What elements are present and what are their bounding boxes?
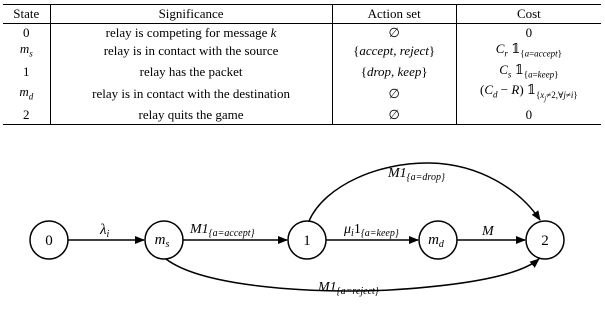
svg-text:M1{a=accept}: $M1_{\{a=accept\}}$: [190, 222, 255, 239]
svg-text:λi: $\lambda_i$: [100, 222, 110, 240]
svg-text:M1{a=drop}: $M1_{\{a=drop\}}$: [388, 166, 445, 183]
node-0: [30, 221, 68, 259]
col-header-action-set: Action set: [332, 5, 456, 24]
state-cell: 1: [3, 62, 50, 83]
cost-cell: 0: [456, 107, 601, 125]
svg-text:ms: $m_s$: [154, 232, 170, 250]
edge-0-ms: [68, 222, 144, 240]
svg-text:M: M: [482, 224, 494, 239]
action-cell: ∅: [332, 107, 456, 125]
svg-text:M1{a=reject}: $M1_{\{a=reject\}}$: [318, 280, 379, 297]
node-1: [288, 221, 326, 259]
action-cell: ∅: [332, 24, 456, 42]
significance-cell: relay quits the game: [50, 107, 332, 125]
edge-1-md: [326, 222, 418, 240]
cost-cell: $C_s$ $𝟙_{\{a=keep\}}$: [499, 61, 559, 80]
action-cell: {drop, keep}: [332, 62, 456, 83]
significance-cell: relay is competing for message k: [50, 24, 332, 42]
state-cell: $m_s$: [3, 41, 50, 62]
significance-cell: relay has the packet: [50, 62, 332, 83]
col-header-significance: Significance: [50, 5, 332, 24]
edge-ms-1: [183, 222, 287, 240]
state-cell: $m_d$: [3, 82, 50, 106]
svg-text:1: 1: [303, 233, 311, 249]
svg-text:2: 2: [541, 233, 549, 249]
svg-text:0: 0: [45, 233, 53, 249]
node-ms: [145, 221, 183, 259]
state-cell: 2: [3, 107, 50, 125]
svg-text:μi1{a=keep}: $\mu_i1_{\{a=keep\}}$: [344, 222, 399, 239]
cost-cell: $(C_d - R)$ $𝟙_{\{x_j\ne 2,\forall j\ne i\}}$: [480, 82, 578, 103]
edge-1-2-drop: [309, 163, 540, 221]
action-cell: {accept, reject}: [332, 41, 456, 62]
col-header-state: State: [3, 5, 50, 24]
edge-md-2: [457, 224, 525, 240]
state-cell: 0: [3, 24, 50, 42]
node-md: [419, 221, 457, 259]
cost-cell: $C_r$ $𝟙_{\{a=accept\}}$: [495, 41, 562, 59]
edge-ms-2-reject: [166, 259, 539, 297]
significance-cell: relay is in contact with the destination: [50, 82, 332, 106]
cost-cell: 0: [525, 24, 533, 40]
svg-text:md: $m_d$: [428, 232, 444, 250]
action-cell: ∅: [332, 82, 456, 106]
node-2: [526, 221, 564, 259]
col-header-cost: Cost: [456, 5, 601, 24]
significance-cell: relay is in contact with the source: [50, 41, 332, 62]
